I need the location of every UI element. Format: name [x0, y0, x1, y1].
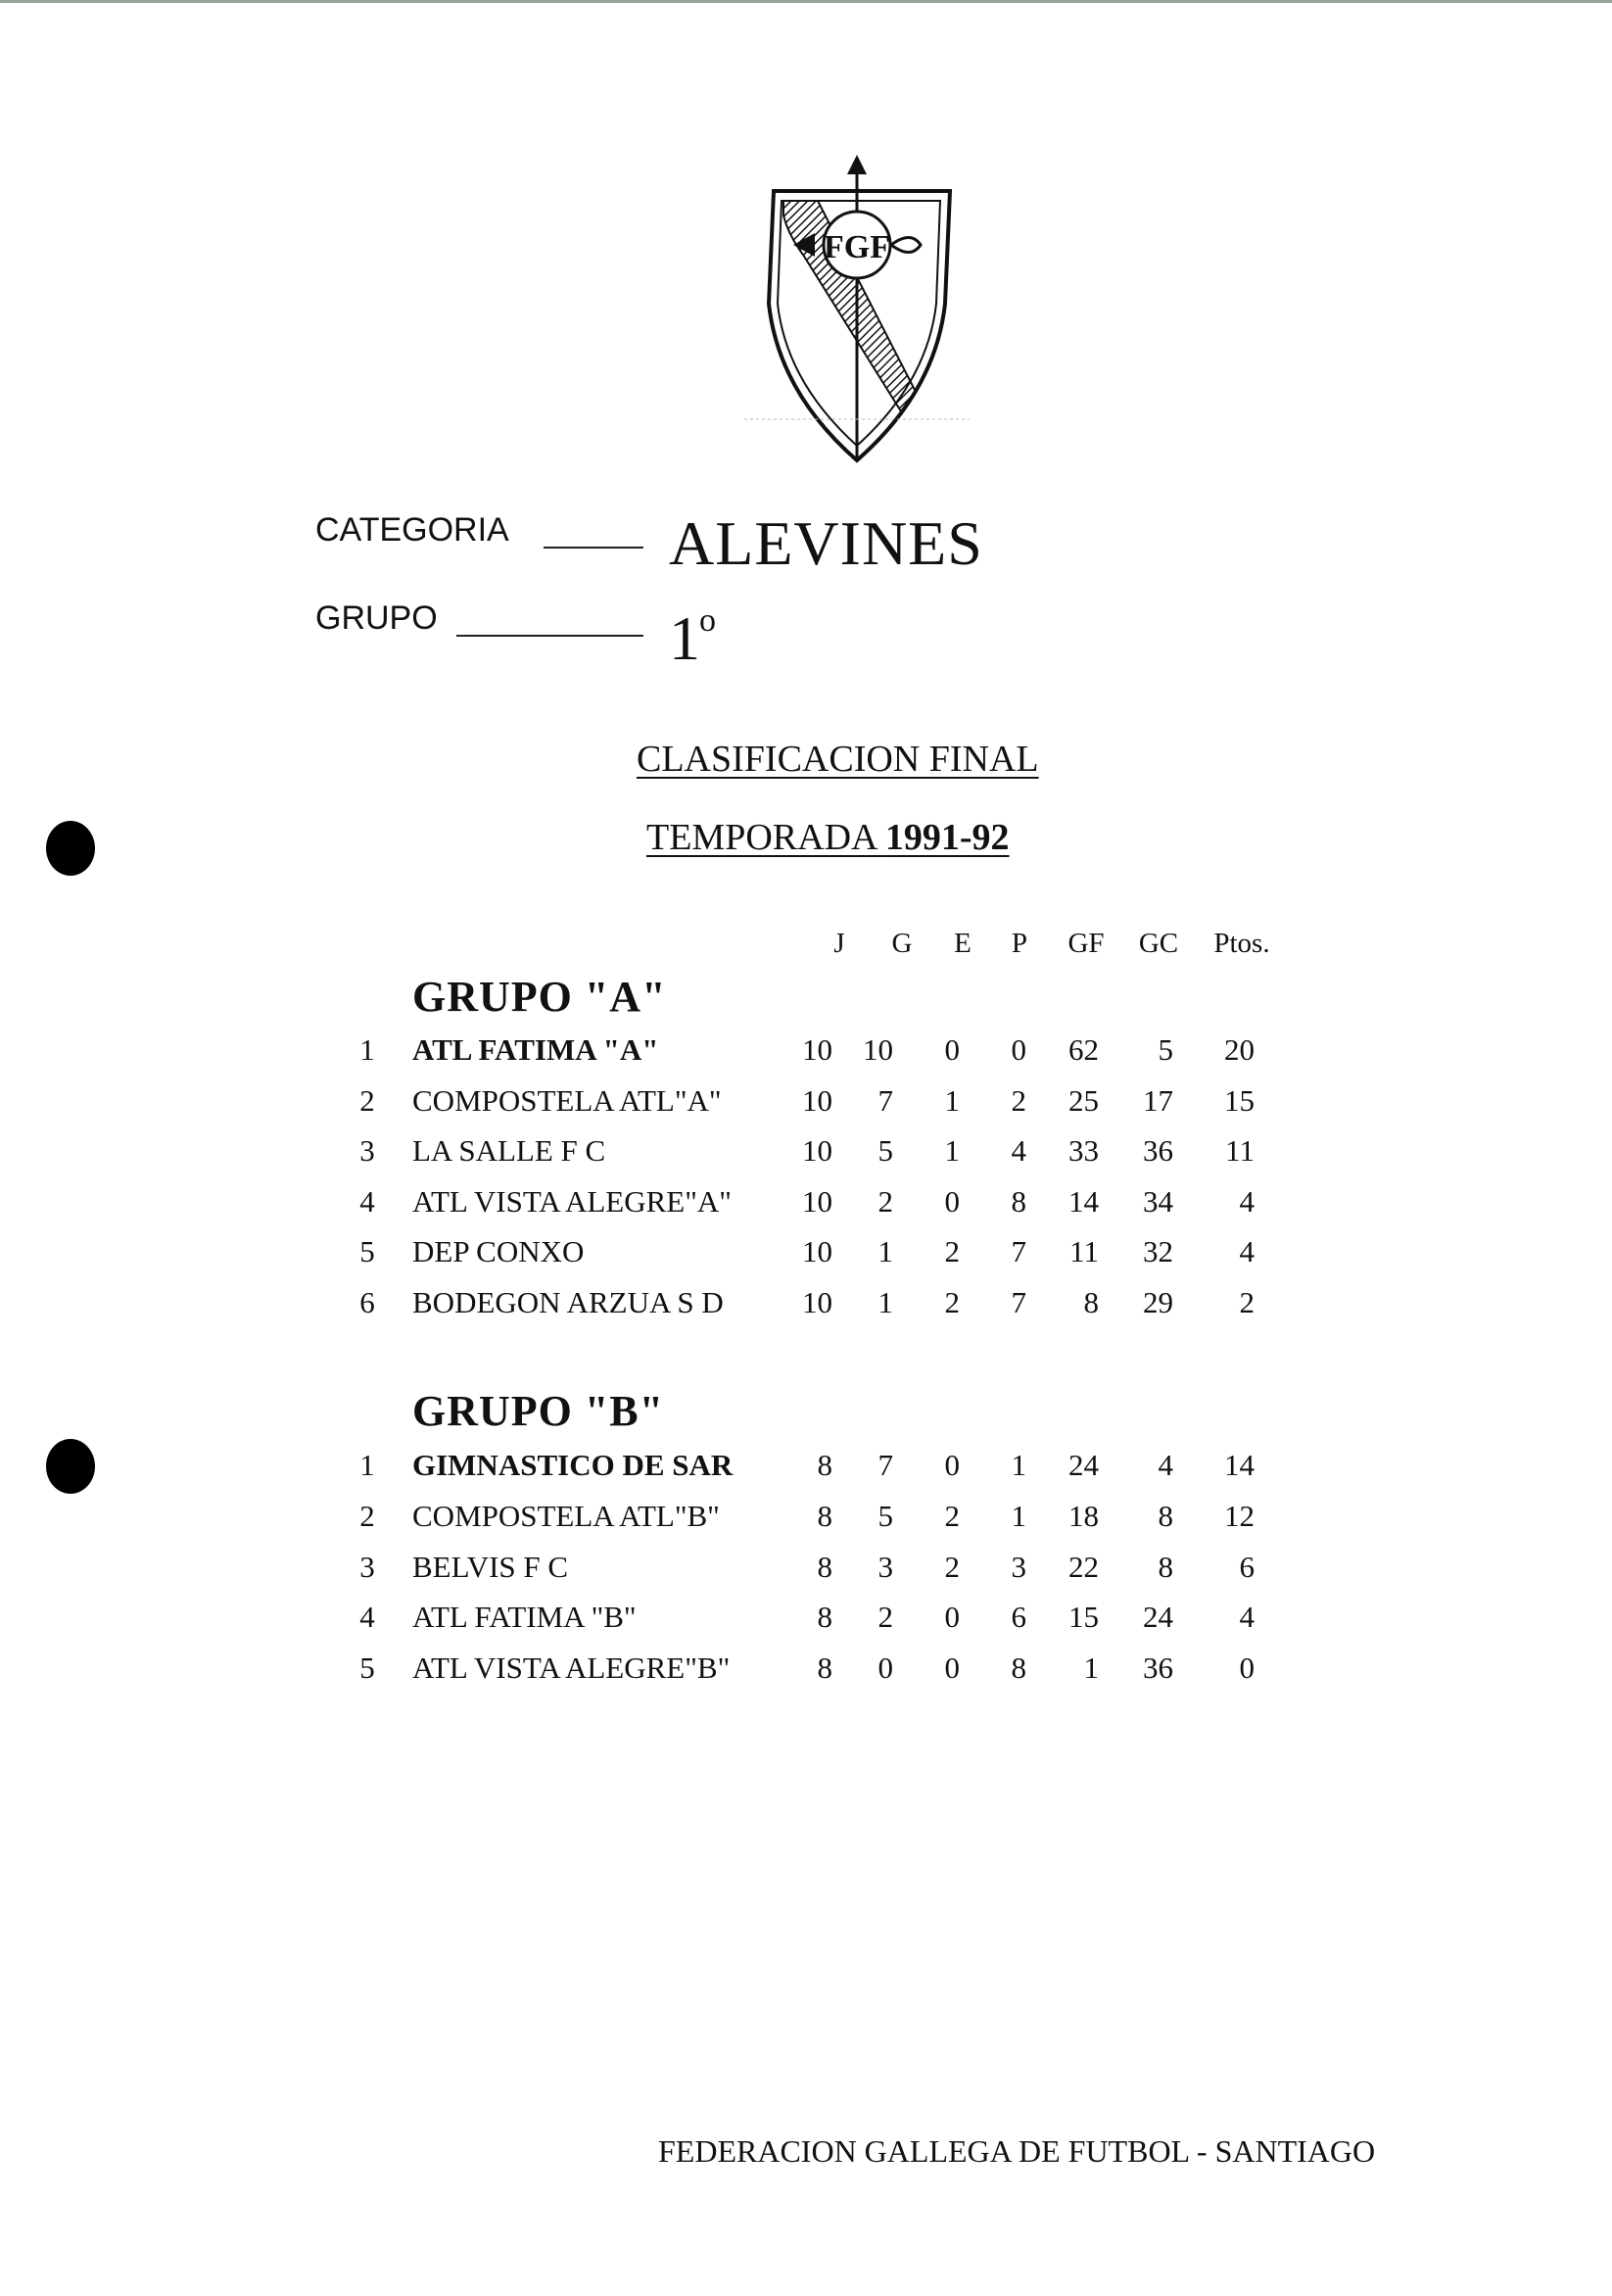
stat-cell-pts: 4 [1239, 1234, 1255, 1269]
categoria-value: ALEVINES [669, 508, 983, 578]
stat-cell-p: 8 [1011, 1650, 1026, 1686]
table-row [0, 1448, 1612, 1497]
stat-cell-p: 7 [1011, 1234, 1026, 1269]
federation-crest-icon [744, 147, 970, 470]
position-cell: 5 [359, 1650, 375, 1686]
table-row [0, 1285, 1612, 1334]
stat-cell-j: 10 [802, 1183, 832, 1219]
table-row [0, 1083, 1612, 1132]
table-row [0, 1600, 1612, 1649]
stat-cell-p: 8 [1011, 1183, 1026, 1219]
stat-cell-g: 10 [863, 1032, 893, 1067]
grupo-number: 1 [669, 603, 701, 673]
team-name-cell: ATL FATIMA "B" [412, 1600, 637, 1635]
stat-cell-gf: 24 [1068, 1448, 1099, 1482]
team-name-cell: BODEGON ARZUA S D [412, 1285, 724, 1319]
team-name-cell: COMPOSTELA ATL"A" [412, 1082, 722, 1118]
position-cell: 1 [359, 1032, 375, 1067]
stat-cell-gf: 15 [1068, 1600, 1099, 1635]
stat-cell-j: 8 [817, 1498, 832, 1533]
stat-cell-j: 10 [802, 1082, 832, 1118]
column-header-g: G [891, 928, 913, 959]
grupo-label: GRUPO [315, 599, 438, 637]
stat-cell-g: 2 [877, 1600, 893, 1635]
stat-cell-j: 10 [802, 1234, 832, 1269]
table-row [0, 1184, 1612, 1233]
stat-cell-p: 4 [1011, 1133, 1026, 1169]
stat-cell-pts: 12 [1224, 1498, 1255, 1533]
stat-cell-gc: 17 [1143, 1082, 1173, 1118]
stat-cell-p: 2 [1011, 1082, 1026, 1118]
stat-cell-g: 1 [877, 1285, 893, 1319]
position-cell: 2 [359, 1082, 375, 1118]
stat-cell-pts: 0 [1239, 1650, 1255, 1686]
grupo-ordinal-suffix: o [699, 602, 716, 639]
column-header-ptos: Ptos. [1213, 928, 1270, 959]
column-header-p: P [1011, 928, 1028, 959]
stat-cell-p: 3 [1011, 1549, 1026, 1584]
stat-cell-gc: 8 [1158, 1498, 1173, 1533]
top-border-line [0, 0, 1612, 3]
position-cell: 6 [359, 1285, 375, 1319]
stat-cell-g: 7 [877, 1448, 893, 1482]
temporada-label: TEMPORADA [646, 817, 885, 858]
stat-cell-gf: 8 [1083, 1285, 1099, 1319]
table-row [0, 1234, 1612, 1283]
stat-cell-p: 1 [1011, 1498, 1026, 1533]
position-cell: 3 [359, 1133, 375, 1169]
position-cell: 4 [359, 1600, 375, 1635]
punch-hole-top [46, 821, 95, 876]
stat-cell-j: 10 [802, 1285, 832, 1319]
team-name-cell: ATL FATIMA "A" [412, 1032, 659, 1067]
stat-cell-e: 0 [944, 1650, 960, 1686]
footer-federation: FEDERACION GALLEGA DE FUTBOL - SANTIAGO [658, 2133, 1376, 2169]
stat-cell-gc: 29 [1143, 1285, 1173, 1319]
column-header-gc: GC [1138, 928, 1179, 959]
stat-cell-gc: 5 [1158, 1032, 1173, 1067]
stat-cell-gf: 11 [1069, 1234, 1099, 1269]
stat-cell-pts: 15 [1224, 1082, 1255, 1118]
group-b-title: GRUPO "B" [412, 1387, 665, 1435]
stat-cell-g: 5 [877, 1133, 893, 1169]
stat-cell-g: 5 [877, 1498, 893, 1533]
stat-cell-pts: 2 [1239, 1285, 1255, 1319]
stat-cell-g: 0 [877, 1650, 893, 1686]
stat-cell-e: 1 [944, 1133, 960, 1169]
team-name-cell: ATL VISTA ALEGRE"B" [412, 1650, 731, 1686]
stat-cell-g: 3 [877, 1549, 893, 1584]
stat-cell-pts: 6 [1239, 1549, 1255, 1584]
stat-cell-gc: 36 [1143, 1133, 1173, 1169]
stat-cell-pts: 14 [1224, 1448, 1255, 1482]
column-header-e: E [954, 928, 972, 959]
temporada-title [646, 816, 1010, 859]
team-name-cell: ATL VISTA ALEGRE"A" [412, 1183, 732, 1219]
temporada-value: 1991-92 [884, 817, 1010, 858]
stat-cell-gf: 25 [1068, 1082, 1099, 1118]
stat-cell-p: 7 [1011, 1285, 1026, 1319]
stat-cell-e: 0 [944, 1600, 960, 1635]
stat-cell-p: 6 [1011, 1600, 1026, 1635]
stat-cell-pts: 20 [1224, 1032, 1255, 1067]
stat-cell-e: 2 [944, 1234, 960, 1269]
stat-cell-j: 10 [802, 1032, 832, 1067]
stat-cell-gf: 14 [1068, 1183, 1099, 1219]
team-name-cell: DEP CONXO [412, 1234, 585, 1269]
stat-cell-pts: 4 [1239, 1183, 1255, 1219]
stat-cell-gc: 24 [1143, 1600, 1173, 1635]
clasificacion-title: CLASIFICACION FINAL [637, 739, 1039, 780]
categoria-underline [544, 547, 643, 549]
stat-cell-gf: 33 [1068, 1133, 1099, 1169]
stat-cell-gc: 32 [1143, 1234, 1173, 1269]
stat-cell-gc: 4 [1158, 1448, 1173, 1482]
group-a-title: GRUPO "A" [412, 973, 667, 1021]
stat-cell-e: 1 [944, 1082, 960, 1118]
stat-cell-e: 2 [944, 1285, 960, 1319]
stat-cell-e: 0 [944, 1183, 960, 1219]
stat-cell-e: 2 [944, 1498, 960, 1533]
stat-cell-gf: 18 [1068, 1498, 1099, 1533]
stat-cell-g: 7 [877, 1082, 893, 1118]
svg-text:FGF: FGF [824, 229, 890, 265]
stat-cell-e: 2 [944, 1549, 960, 1584]
position-cell: 3 [359, 1549, 375, 1584]
stat-cell-j: 8 [817, 1549, 832, 1584]
stat-cell-gf: 62 [1068, 1032, 1099, 1067]
stat-cell-e: 0 [944, 1032, 960, 1067]
stat-cell-gc: 36 [1143, 1650, 1173, 1686]
stat-cell-j: 10 [802, 1133, 832, 1169]
stat-cell-gc: 34 [1143, 1183, 1173, 1219]
stat-cell-g: 1 [877, 1234, 893, 1269]
column-header-gf: GF [1067, 928, 1105, 959]
table-row [0, 1650, 1612, 1699]
grupo-underline [456, 635, 643, 637]
stat-cell-gc: 8 [1158, 1549, 1173, 1584]
stat-cell-pts: 4 [1239, 1600, 1255, 1635]
position-cell: 5 [359, 1234, 375, 1269]
stat-cell-j: 8 [817, 1650, 832, 1686]
stat-cell-p: 1 [1011, 1448, 1026, 1482]
table-row [0, 1032, 1612, 1081]
position-cell: 4 [359, 1183, 375, 1219]
stat-cell-e: 0 [944, 1448, 960, 1482]
stat-cell-gf: 22 [1068, 1549, 1099, 1584]
position-cell: 1 [359, 1448, 375, 1482]
team-name-cell: BELVIS F C [412, 1549, 569, 1584]
table-row [0, 1499, 1612, 1548]
team-name-cell: LA SALLE F C [412, 1133, 606, 1169]
table-row [0, 1550, 1612, 1599]
categoria-label: CATEGORIA [315, 511, 509, 549]
stat-cell-j: 8 [817, 1448, 832, 1482]
stat-cell-p: 0 [1011, 1032, 1026, 1067]
stat-cell-g: 2 [877, 1183, 893, 1219]
table-row [0, 1133, 1612, 1182]
stat-cell-gf: 1 [1083, 1650, 1099, 1686]
team-name-cell: GIMNASTICO DE SAR [412, 1448, 734, 1482]
stat-cell-j: 8 [817, 1600, 832, 1635]
stat-cell-pts: 11 [1225, 1133, 1255, 1169]
team-name-cell: COMPOSTELA ATL"B" [412, 1498, 720, 1533]
column-header-j: J [833, 928, 845, 959]
position-cell: 2 [359, 1498, 375, 1533]
